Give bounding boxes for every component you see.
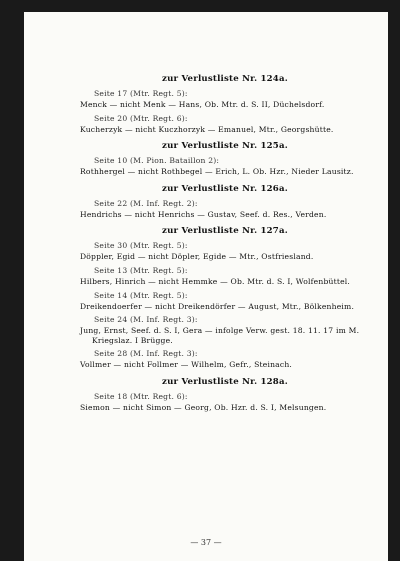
page-reference: Seite 17 (Mtr. Regt. 5): [94,89,188,98]
section-heading: zur Verlustliste Nr. 124a. [162,74,288,84]
document-page [24,12,388,561]
page-reference: Seite 28 (M. Inf. Regt. 3): [94,349,198,359]
page-number: — 37 — [190,538,222,547]
section-heading: zur Verlustliste Nr. 127a. [162,226,288,237]
page-reference: Seite 13 (Mtr. Regt. 5): [94,265,188,275]
page-reference: Seite 30 (Mtr. Regt. 5): [94,241,188,251]
correction-entry: Vollmer — nicht Follmer — Wilhelm, Gefr., Steinach. [80,360,293,370]
page-reference: Seite 18 (Mtr. Regt. 6): [94,391,188,401]
correction-entry: Döppler, Egid — nicht Döpler, Egide — Mtr., Ostfriesland. [80,252,314,262]
page-reference: Seite 10 (M. Pion. Bataillon 2): [94,156,220,166]
page-reference: Seite 20 (Mtr. Regt. 6): [94,113,188,123]
correction-entry: Siemon — nicht Simon — Georg, Ob. Hzr. d. S. I, Melsungen. [80,402,327,412]
correction-entry: Dreikendoerfer — nicht Dreikendörfer — August, Mtr., Bölkenheim. [80,301,355,311]
correction-entry: Rothhergel — nicht Rothbegel — Erich, L. Ob. Hzr., Nieder Lausitz. [80,167,354,177]
page-reference: Seite 22 (M. Inf. Regt. 2): [94,198,198,208]
correction-entry: Hilbers, Hinrich — nicht Hemmke — Ob. Mtr. d. S. I, Wolfenbüttel. [80,276,351,286]
correction-entry: Jung, Ernst, Seef. d. S. I, Gera — infolge Verw. gest. 18. 11. 17 im M. Kriegslaz. I Brügge. [80,326,360,345]
page-reference: Seite 14 (Mtr. Regt. 5): [94,290,188,300]
page-content [80,74,370,413]
correction-entry: Hendrichs — nicht Henrichs — Gustav, Seef. d. Res., Verden. [80,209,327,219]
correction-entry: Kucherzyk — nicht Kuczhorzyk — Emanuel, Mtr., Georgshütte. [80,124,334,134]
correction-entry: Menck — nicht Menk — Hans, Ob. Mtr. d. S. II, Düchelsdorf. [80,100,325,109]
page-reference: Seite 24 (M. Inf. Regt. 3): [94,315,198,325]
section-heading: zur Verlustliste Nr. 125a. [162,141,288,152]
section-heading: zur Verlustliste Nr. 128a. [162,376,288,387]
section-heading: zur Verlustliste Nr. 126a. [162,183,288,194]
